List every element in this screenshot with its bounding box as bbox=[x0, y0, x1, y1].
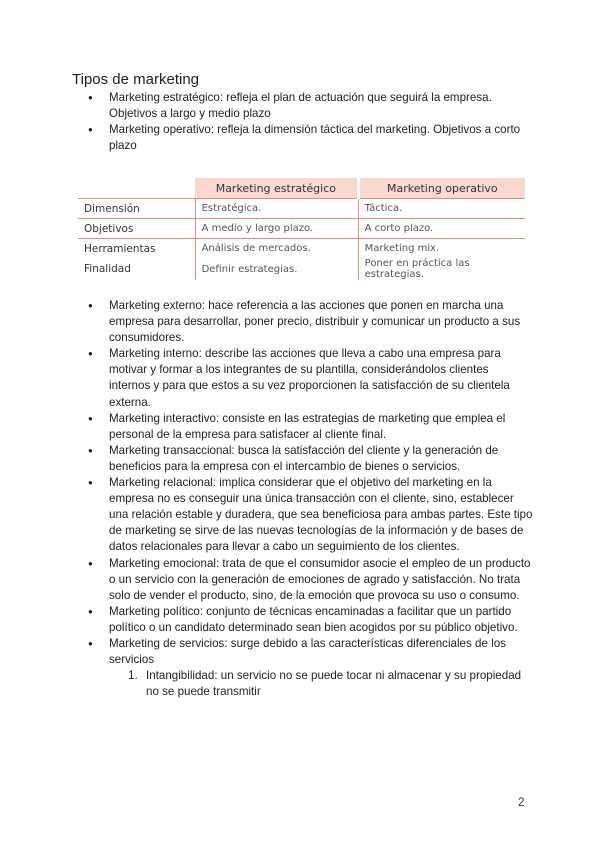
table-row bbox=[78, 258, 525, 280]
marketing-types-list bbox=[88, 298, 533, 700]
list-item: ● Marketing relacional: implica considerar que el objetivo del marketing en la empresa no es conseguir una única transacción con el cliente, sino, establecer una relación estable y duradera, que sea beneficiosa para ambas partes. Este tipo de marketing se sirve de las nuevas tecnologías de la información y de bases de datos relacionales para llevar a cabo un seguimiento de los clientes. bbox=[88, 475, 533, 555]
list-item: ● Marketing interno: describe las acciones que lleva a cabo una empresa para motivar y formar a los integrantes de su plantilla, considerándolos clientes internos y para que estos a su vez proporcionen la satisfacción de su clientela externa. bbox=[88, 346, 533, 410]
table-cell: Definir estrategias. bbox=[195, 258, 358, 280]
item-number: 1. bbox=[128, 669, 138, 683]
table-cell: A corto plazo. bbox=[358, 219, 525, 239]
column-header: Marketing operativo bbox=[358, 178, 525, 199]
row-label: Objetivos bbox=[78, 219, 195, 239]
table-cell: Marketing mix. bbox=[364, 243, 440, 254]
table-cell: Poner en práctica las estrategias. bbox=[364, 258, 470, 280]
column-header: Marketing estratégico bbox=[195, 178, 358, 199]
row-label: Dimensión bbox=[78, 199, 195, 219]
list-item: ● Marketing operativo: refleja la dimensión táctica del marketing. Objetivos a corto plazo bbox=[88, 122, 533, 154]
services-numbered-list bbox=[109, 668, 533, 700]
list-item: ● Marketing emocional: trata de que el consumidor asocie el empleo de un producto o un servicio con la generación de emociones de agrado y satisfacción. No trata solo de vender el producto, sino, de la emoción que provoca su uso o consumo. bbox=[88, 556, 533, 604]
table-row bbox=[78, 199, 525, 219]
list-item: ● Marketing estratégico: refleja el plan de actuación que seguirá la empresa. Objetivos a largo y medio plazo bbox=[88, 90, 533, 122]
comparison-table bbox=[78, 178, 525, 280]
table-corner bbox=[78, 178, 195, 199]
numbered-item bbox=[128, 668, 533, 700]
section-title: Tipos de marketing bbox=[72, 71, 200, 88]
list-item: ● Marketing externo: hace referencia a las acciones que ponen en marcha una empresa para desarrollar, poner precio, distribuir y comunicar un producto a sus consumidores. bbox=[88, 298, 533, 346]
list-item: ● Marketing transaccional: busca la satisfacción del cliente y la generación de beneficios para la empresa con el intercambio de bienes o servicios. bbox=[88, 443, 533, 475]
row-label: Herramientas bbox=[78, 239, 195, 259]
list-item: ● Marketing político: conjunto de técnicas encaminadas a facilitar que un partido político o un candidato determinado sean bien acogidos por su público objetivo. bbox=[88, 604, 533, 636]
list-item bbox=[88, 636, 533, 700]
table-row bbox=[78, 239, 525, 259]
row-label: Finalidad bbox=[78, 258, 195, 280]
table-row bbox=[78, 219, 525, 239]
page-number: 2 bbox=[518, 797, 525, 809]
item-text: Intangibilidad: un servicio no se puede tocar ni almacenar y su propiedad no se puede transmitir bbox=[146, 669, 522, 699]
list-item-text: Marketing de servicios: surge debido a las características diferenciales de los servicios bbox=[109, 636, 506, 667]
table-cell: Táctica. bbox=[358, 199, 525, 219]
table-cell: A medio y largo plazo. bbox=[195, 219, 358, 239]
table-cell: Estratégica. bbox=[195, 199, 358, 219]
table-cell: Análisis de mercados. bbox=[195, 239, 358, 259]
list-item: ● Marketing interactivo: consiste en las estrategias de marketing que emplea el personal de la empresa para satisfacer al cliente final. bbox=[88, 411, 533, 443]
intro-bullet-list bbox=[88, 90, 533, 154]
